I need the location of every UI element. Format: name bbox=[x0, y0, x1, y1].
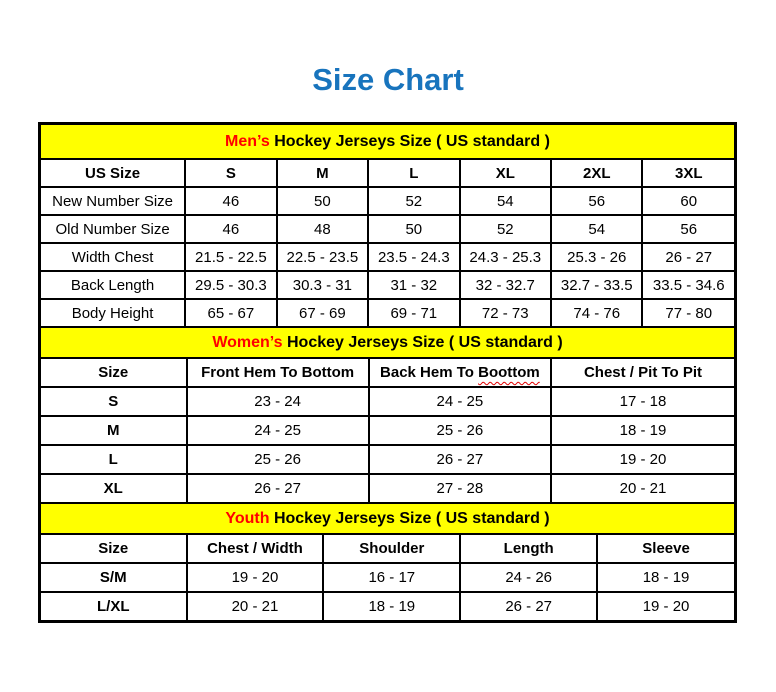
table-row bbox=[41, 445, 734, 474]
size-value-cell: 26 - 27 bbox=[187, 474, 369, 502]
size-chart-table bbox=[38, 122, 737, 623]
mens-section-header bbox=[41, 125, 734, 160]
size-value-cell: 18 - 19 bbox=[323, 592, 460, 620]
column-header: 3XL bbox=[642, 160, 734, 187]
mens-size-table bbox=[41, 160, 734, 326]
womens-section-header bbox=[41, 326, 734, 359]
size-value-cell: 67 - 69 bbox=[277, 299, 368, 326]
size-value-cell: 77 - 80 bbox=[642, 299, 734, 326]
size-value-cell: 25 - 26 bbox=[369, 416, 551, 445]
column-header: Chest / Pit To Pit bbox=[551, 359, 734, 387]
size-value-cell: 30.3 - 31 bbox=[277, 271, 368, 299]
size-value-cell: 26 - 27 bbox=[369, 445, 551, 474]
size-value-cell: 25 - 26 bbox=[187, 445, 369, 474]
youth-section-header bbox=[41, 502, 734, 535]
size-value-cell: 21.5 - 22.5 bbox=[185, 243, 276, 271]
column-header bbox=[369, 359, 551, 387]
row-label: New Number Size bbox=[41, 187, 185, 215]
column-header: S bbox=[185, 160, 276, 187]
size-value-cell: 26 - 27 bbox=[642, 243, 734, 271]
size-value-cell: 19 - 20 bbox=[551, 445, 734, 474]
size-value-cell: 33.5 - 34.6 bbox=[642, 271, 734, 299]
table-header-row bbox=[41, 535, 734, 563]
column-header: Length bbox=[460, 535, 597, 563]
size-value-cell: 54 bbox=[551, 215, 642, 243]
misspelled-word: Boottom bbox=[478, 364, 540, 381]
row-label: M bbox=[41, 416, 187, 445]
page-title: Size Chart bbox=[312, 62, 464, 97]
size-value-cell: 46 bbox=[185, 215, 276, 243]
size-value-cell: 50 bbox=[368, 215, 459, 243]
size-value-cell: 31 - 32 bbox=[368, 271, 459, 299]
mens-section-highlight: Men’s bbox=[225, 132, 270, 150]
size-value-cell: 60 bbox=[642, 187, 734, 215]
row-label: L bbox=[41, 445, 187, 474]
row-label: Back Length bbox=[41, 271, 185, 299]
table-row bbox=[41, 592, 734, 620]
womens-size-table bbox=[41, 359, 734, 502]
column-header: M bbox=[277, 160, 368, 187]
size-value-cell: 65 - 67 bbox=[185, 299, 276, 326]
table-row bbox=[41, 271, 734, 299]
column-header: L bbox=[368, 160, 459, 187]
size-value-cell: 24 - 25 bbox=[369, 387, 551, 416]
column-header: Shoulder bbox=[323, 535, 460, 563]
size-value-cell: 24 - 26 bbox=[460, 563, 597, 592]
table-row bbox=[41, 416, 734, 445]
column-header-text: Back Hem To bbox=[380, 364, 474, 381]
column-header: Size bbox=[41, 359, 187, 387]
row-label: Body Height bbox=[41, 299, 185, 326]
column-header: 2XL bbox=[551, 160, 642, 187]
table-header-row bbox=[41, 359, 734, 387]
size-value-cell: 19 - 20 bbox=[597, 592, 734, 620]
table-row bbox=[41, 474, 734, 502]
table-row bbox=[41, 299, 734, 326]
youth-size-table bbox=[41, 535, 734, 620]
mens-section-title: Hockey Jerseys Size ( US standard ) bbox=[274, 132, 550, 150]
size-value-cell: 20 - 21 bbox=[187, 592, 324, 620]
row-label: Width Chest bbox=[41, 243, 185, 271]
table-row bbox=[41, 563, 734, 592]
size-value-cell: 56 bbox=[551, 187, 642, 215]
size-value-cell: 48 bbox=[277, 215, 368, 243]
youth-section-title: Hockey Jerseys Size ( US standard ) bbox=[273, 509, 550, 527]
size-value-cell: 17 - 18 bbox=[551, 387, 734, 416]
size-value-cell: 24 - 25 bbox=[187, 416, 369, 445]
size-value-cell: 22.5 - 23.5 bbox=[277, 243, 368, 271]
size-value-cell: 24.3 - 25.3 bbox=[460, 243, 551, 271]
size-value-cell: 54 bbox=[460, 187, 551, 215]
column-header: US Size bbox=[41, 160, 185, 187]
size-value-cell: 27 - 28 bbox=[369, 474, 551, 502]
womens-section-title: Hockey Jerseys Size ( US standard ) bbox=[287, 333, 563, 351]
size-value-cell: 18 - 19 bbox=[551, 416, 734, 445]
size-value-cell: 29.5 - 30.3 bbox=[185, 271, 276, 299]
size-value-cell: 23 - 24 bbox=[187, 387, 369, 416]
row-label: Old Number Size bbox=[41, 215, 185, 243]
table-row bbox=[41, 215, 734, 243]
size-value-cell: 25.3 - 26 bbox=[551, 243, 642, 271]
size-value-cell: 20 - 21 bbox=[551, 474, 734, 502]
table-row bbox=[41, 243, 734, 271]
column-header: Front Hem To Bottom bbox=[187, 359, 369, 387]
column-header: Size bbox=[41, 535, 187, 563]
size-value-cell: 56 bbox=[642, 215, 734, 243]
size-value-cell: 52 bbox=[460, 215, 551, 243]
youth-section-highlight: Youth bbox=[225, 509, 270, 527]
column-header: XL bbox=[460, 160, 551, 187]
column-header: Sleeve bbox=[597, 535, 734, 563]
size-value-cell: 46 bbox=[185, 187, 276, 215]
size-value-cell: 23.5 - 24.3 bbox=[368, 243, 459, 271]
table-header-row bbox=[41, 160, 734, 187]
size-value-cell: 32 - 32.7 bbox=[460, 271, 551, 299]
column-header: Chest / Width bbox=[187, 535, 324, 563]
row-label: XL bbox=[41, 474, 187, 502]
table-row bbox=[41, 187, 734, 215]
size-value-cell: 74 - 76 bbox=[551, 299, 642, 326]
size-value-cell: 19 - 20 bbox=[187, 563, 324, 592]
size-value-cell: 18 - 19 bbox=[597, 563, 734, 592]
size-value-cell: 52 bbox=[368, 187, 459, 215]
size-value-cell: 72 - 73 bbox=[460, 299, 551, 326]
size-value-cell: 69 - 71 bbox=[368, 299, 459, 326]
size-value-cell: 50 bbox=[277, 187, 368, 215]
size-value-cell: 16 - 17 bbox=[323, 563, 460, 592]
size-value-cell: 26 - 27 bbox=[460, 592, 597, 620]
womens-section-highlight: Women’s bbox=[212, 333, 283, 351]
row-label: S bbox=[41, 387, 187, 416]
row-label: S/M bbox=[41, 563, 187, 592]
size-value-cell: 32.7 - 33.5 bbox=[551, 271, 642, 299]
table-row bbox=[41, 387, 734, 416]
row-label: L/XL bbox=[41, 592, 187, 620]
